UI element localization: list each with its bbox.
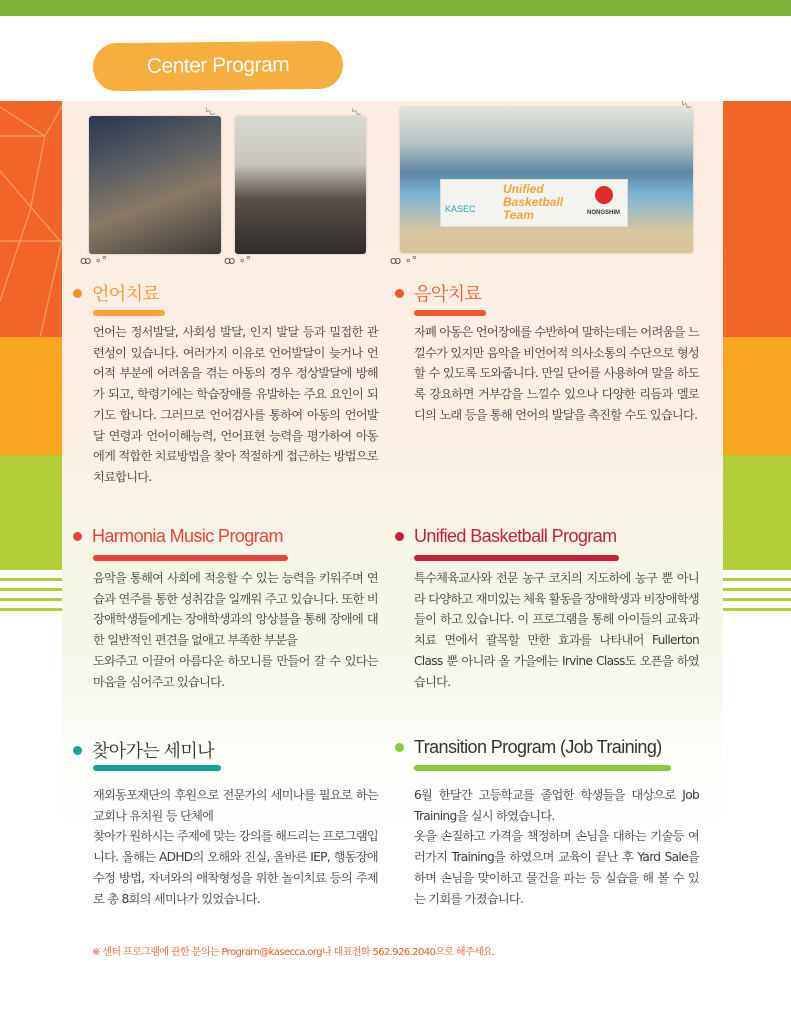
section-heading-seminar xyxy=(73,737,214,763)
bullet-icon xyxy=(73,532,82,541)
section-body: 재외동포재단의 후원으로 전문가의 세미나를 필요로 하는 교회나 유치원 등 단체에 찾아가 원하시는 주제에 맞는 강의를 해드리는 프로그램입니다. 올해는 ADHD의 오해와 진실, 올바른 IEP, 행동장애 수정 방법, 자녀와의 애착형성을 위한 놀이치료 등의 주제로 총 8회의 세미나가 있었습니다. xyxy=(93,788,378,906)
section-title: Unified Basketball Program xyxy=(414,526,617,546)
section-underline xyxy=(93,310,165,316)
seminar-audience-photo xyxy=(235,116,366,254)
banner-text: Unified Basketball Team xyxy=(503,182,564,222)
bullet-icon xyxy=(395,532,404,541)
section-underline xyxy=(93,555,288,561)
section-heading-unified-basketball xyxy=(395,526,617,547)
basketball-team-photo xyxy=(400,107,693,253)
doodle-icon: 〰 xyxy=(676,96,694,114)
section-underline xyxy=(414,310,486,316)
section-underline xyxy=(93,765,221,771)
section-heading-harmonia xyxy=(73,526,283,547)
polygon-pattern-right xyxy=(723,101,791,337)
section-underline xyxy=(414,765,671,771)
section-body: 자폐 아동은 언어장애를 수반하여 말하는데는 어려움을 느낄수가 있지만 음악을 비언어적 의사소통의 수단으로 형성할 수 있도록 도와줍니다. 만일 단어를 사용하여 말을 하도록 강요하면 거부감을 느낄수 있으나 다양한 리듬과 멜로디의 노래 등을 통해 언어의 발달을 촉진할 수도 있습니다. xyxy=(414,325,699,422)
doodle-icon: 〰 xyxy=(200,103,218,121)
bullet-icon xyxy=(395,743,404,752)
section-heading-speech-therapy xyxy=(73,280,159,306)
section-body: 6월 한달간 고등학교를 졸업한 학생들을 대상으로 Job Training을 실시 하였습니다. 옷을 손질하고 가격을 책정하며 손님을 대하는 기술등 여러가지 Training을 하였으며 교육이 끝난 후 Yard Sale을 하며 손님을 맞이하고 물건을 파는 등 실습을 해 볼 수 있는 기회를 가졌습니다. xyxy=(414,788,699,906)
section-title: Harmonia Music Program xyxy=(92,526,283,546)
page-title: Center Program xyxy=(146,53,290,78)
doodle-icon: 〰 xyxy=(346,103,364,121)
orchestra-photo xyxy=(89,116,221,254)
section-heading-music-therapy xyxy=(395,280,481,306)
doodle-icon: ꝏ ∘° xyxy=(80,254,108,267)
section-heading-transition xyxy=(395,737,662,758)
section-underline xyxy=(414,555,619,561)
team-banner xyxy=(440,179,628,227)
section-body: 언어는 정서발달, 사회성 발달, 인지 발달 등과 밀접한 관련성이 있습니다. 여러가지 이유로 언어발달이 늦거나 언어적 부분에 어려움을 겪는 아동의 경우 정상발달에 방해가 되고, 학령기에는 학습장애를 유발하는 주요 요인이 되기도 합니다. 그러므로 언어검사를 통하여 아동의 언어발달 연령과 언어이해능력, 언어표현 능력을 평가하여 아동에게 적합한 치료방법을 찾아 적절하게 접근하는 방법으로 치료합니다. xyxy=(93,325,378,484)
section-title: 찾아가는 세미나 xyxy=(92,741,214,761)
section-body: 음악을 통해여 사회에 적응할 수 있는 능력을 키워주며 연습과 연주를 통한 성취감을 일깨워 주고 있습니다. 또한 비장애학생들에게는 장애학생과의 앙상블을 통해 장애에 대한 일반적인 편견을 없애고 부족한 부분을 도와주고 이끌어 아름다운 하모니를 만들어 갈 수 있다는 마음을 심어주고 있습니다. xyxy=(93,571,378,689)
contact-note: ※ 센터 프로그램에 관한 문의는 Program@kasecca.org나 대표전화 562.926.2040으로 해주세요. xyxy=(92,947,495,958)
top-color-bar xyxy=(0,0,791,16)
section-title: 음악치료 xyxy=(414,284,482,304)
banner-logo: KASEC xyxy=(445,204,476,214)
banner-sponsor: NONGSHIM xyxy=(587,210,620,216)
section-title: 언어치료 xyxy=(92,284,160,304)
bullet-icon xyxy=(73,289,82,298)
sponsor-logo-icon xyxy=(595,186,613,204)
polygon-pattern-left xyxy=(0,101,62,337)
bullet-icon xyxy=(73,746,82,755)
doodle-icon: ꝏ ∘° xyxy=(224,254,252,267)
bullet-icon xyxy=(395,289,404,298)
section-body: 특수체육교사와 전문 농구 코치의 지도하에 농구 뿐 아니라 다양하고 재미있는 체육 활동을 장애학생과 비장애학생들이 하고 있습니다. 이 프로그램을 통해 아이들의 교육과 치료 면에서 괄목할 만한 효과를 나타내어 Fullerton Class 뿐 아니라 올 가을에는 Irvine Class도 오픈을 하였습니다. xyxy=(414,571,699,689)
doodle-icon: ꝏ ∘° xyxy=(390,254,418,267)
page-title-badge xyxy=(93,41,343,92)
section-title: Transition Program (Job Training) xyxy=(414,737,662,757)
